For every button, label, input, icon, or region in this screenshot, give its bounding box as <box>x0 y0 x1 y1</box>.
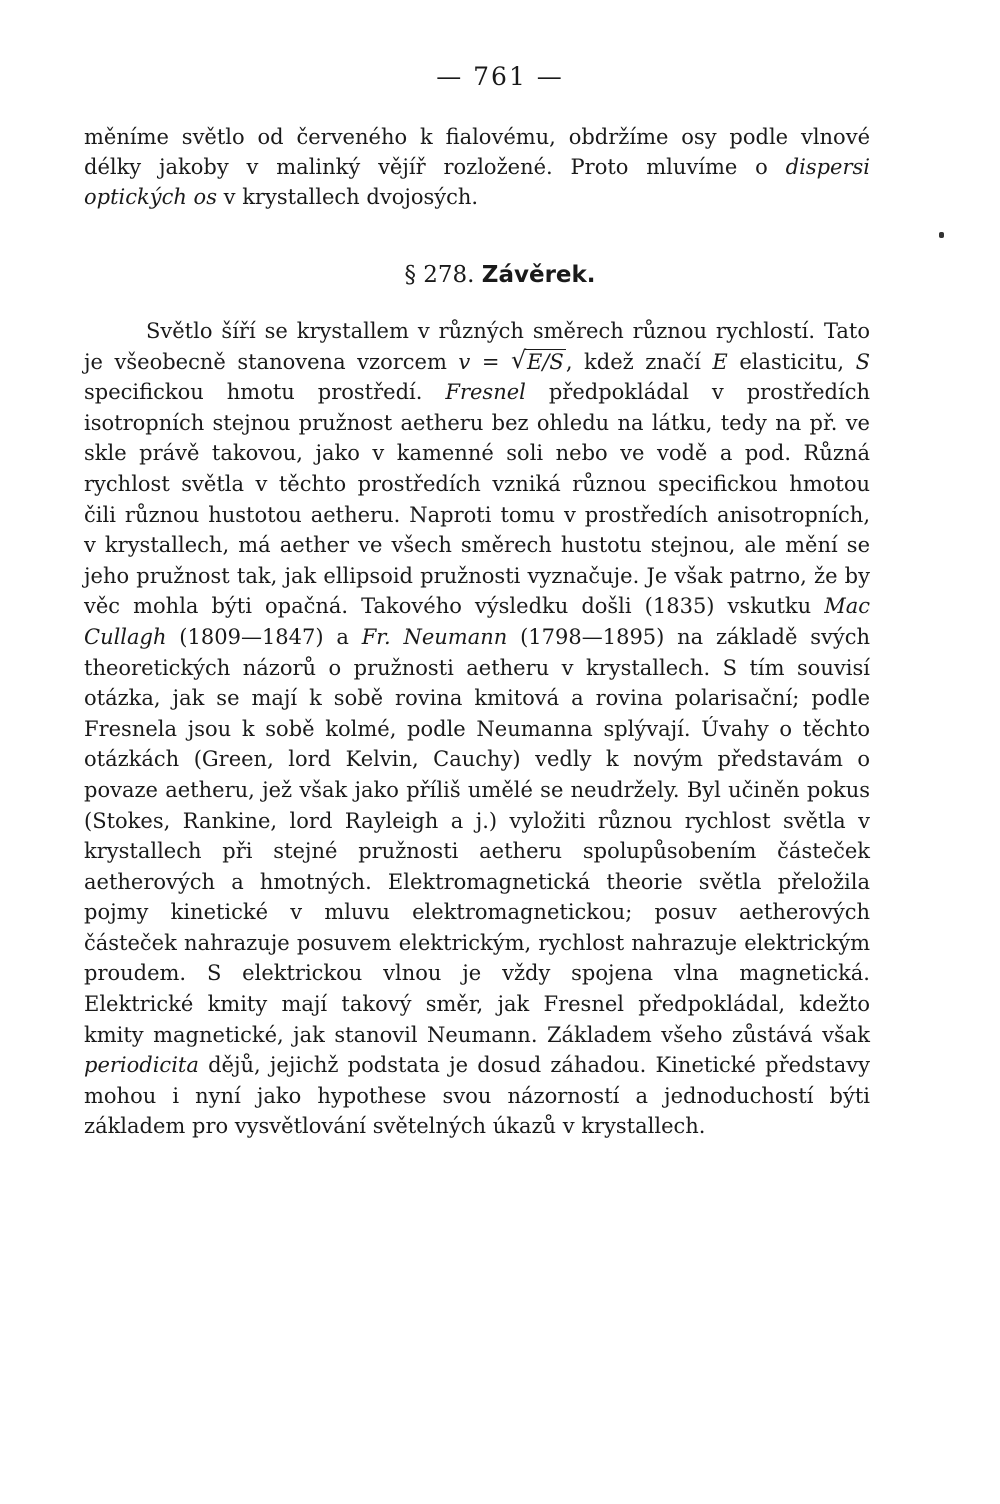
body-text-2: , kdež značí <box>565 349 713 374</box>
variable-s: S <box>855 349 870 374</box>
body-text-7: (1798—1895) na základě svých theoretických názorů o pružnosti aetheru v krystallech. S tím souvisí otázka, jak se mají k sobě rovina kmitová a rovina polarisační; podle Fresnela jsou k sobě kolmé, podle Neumanna splývají. Úvahy o těchto otázkách (Green, lord Kelvin, Cauchy) vedly k novým představám o povaze aetheru, jež však jako příliš umělé se neudržely. Byl učiněn pokus (Stokes, Rankine, lord Rayleigh a j.) vyložiti různou rychlost světla v krystallech při stejné pružnosti aetheru spolupůsobením částeček aetherových a hmotných. Elektromagnetická theorie světla přeložila pojmy kinetické v mluvu elektromagnetickou; posuv aetherových částeček nahrazuje posuvem elektrickým, rychlost nahrazuje elektrickým proudem. S elektrickou vlnou je vždy spojena vlna magnetická. Elektrické kmity mají takový směr, jak Fresnel předpokládal, kdežto kmity magnetické, jak stanovil Neumann. Základem všeho zůstává však <box>84 624 870 1047</box>
body-text-5: předpokládal v prostředích isotropních stejnou pružnost aetheru bez ohledu na látku, tedy na př. ve skle právě takovou, jako v kamenné soli nebo ve vodě a pod. Různá rychlost světla v těchto prostředích vzniká různou specifickou hmotou čili různou hustotou aetheru. Naproti tomu v prostředích anisotropních, v krystallech, má aether ve všech směrech hustotu stejnou, ale mění se jeho pružnost tak, jak ellipsoid pružnosti vyznačuje. Je však patrno, že by věc mohla býti opačná. Takového výsledku došli (1835) vskutku <box>84 380 870 619</box>
margin-dot <box>939 232 944 238</box>
body-text-4: specifickou hmotu prostředí. <box>84 380 446 405</box>
variable-e: E <box>712 349 728 374</box>
intro-emphasis: dispersi optických os <box>84 155 870 209</box>
body-text-6: (1809—1847) a <box>166 624 362 649</box>
body-text-1: Světlo šíří se krystallem v různých směrech různou rychlostí. Tato je všeobecně stanovena vzorcem <box>84 319 870 374</box>
formula-equals: = <box>470 349 512 374</box>
formula-square-root <box>511 347 566 378</box>
body-text-3: elasticitu, <box>727 349 856 374</box>
body-paragraph <box>84 316 870 1142</box>
name-fresnel: Fresnel <box>445 380 526 405</box>
formula-root-content: E/S <box>527 349 564 374</box>
body-text-8: dějů, jejichž podstata je dosud záhadou. Kinetické představy mohou i nyní jako hypothese svou názorností a jednoduchostí býti základem pro vysvětlování světelných úkazů v krystallech. <box>84 1053 870 1139</box>
page-number: — 761 — <box>436 62 564 91</box>
section-number: § 278. <box>404 262 475 288</box>
name-mac-cullagh: Mac Cullagh <box>84 594 870 649</box>
name-neumann: Fr. Neumann <box>361 624 508 649</box>
intro-text: měníme světlo od červeného k fialovému, obdržíme osy podle vlnové délky jakoby v malinký vějíř rozložené. Proto mluvíme o <box>84 125 870 179</box>
intro-paragraph <box>84 122 870 212</box>
formula-variable-v: v <box>458 349 471 374</box>
section-heading <box>0 262 1000 288</box>
intro-text-end: v krystallech dvojosých. <box>216 185 479 209</box>
section-title: Závěrek. <box>481 262 596 288</box>
term-periodicita: periodicita <box>84 1053 199 1078</box>
